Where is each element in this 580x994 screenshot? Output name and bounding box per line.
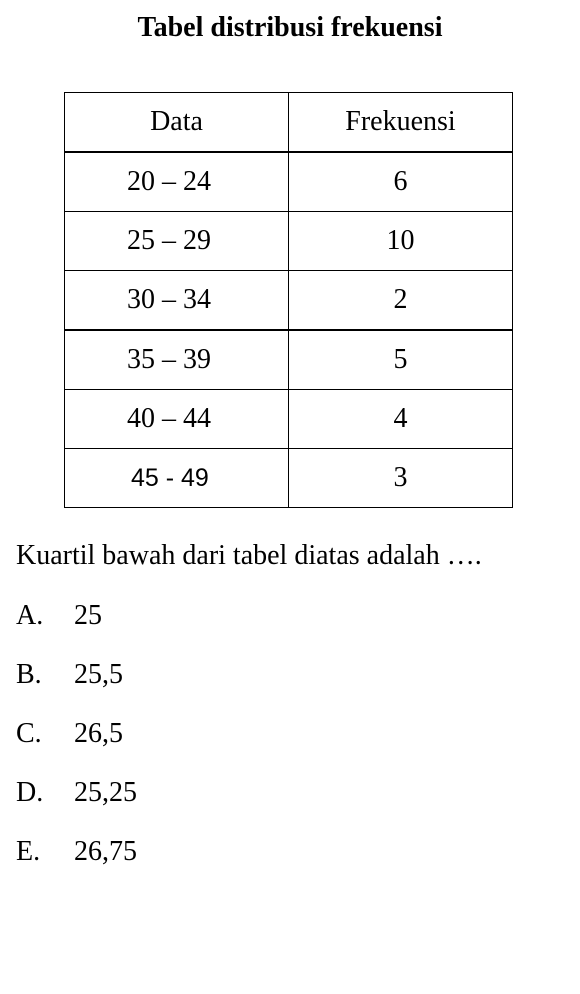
option-letter: D. <box>16 777 44 808</box>
table-row <box>65 212 513 271</box>
option-letter: E. <box>16 836 41 867</box>
table-header-row <box>65 93 513 153</box>
option-letter: B. <box>16 659 42 690</box>
answer-options <box>16 596 137 891</box>
frequency-table <box>64 92 513 508</box>
question-text: Kuartil bawah dari tabel diatas adalah …. <box>16 540 482 571</box>
data-cell: 25 – 29 <box>65 212 289 271</box>
frequency-cell: 2 <box>289 271 513 331</box>
option-value: 25,5 <box>74 659 123 690</box>
data-cell: 20 – 24 <box>65 152 289 212</box>
frequency-cell: 6 <box>289 152 513 212</box>
table-row <box>65 449 513 508</box>
option-value: 26,75 <box>74 836 137 867</box>
option-d[interactable] <box>16 773 137 832</box>
option-c[interactable] <box>16 714 137 773</box>
option-value: 25,25 <box>74 777 137 808</box>
table-row <box>65 330 513 390</box>
data-cell: 40 – 44 <box>65 390 289 449</box>
data-cell: 35 – 39 <box>65 330 289 390</box>
frequency-cell: 4 <box>289 390 513 449</box>
option-value: 26,5 <box>74 718 123 749</box>
table-row <box>65 390 513 449</box>
frequency-cell: 5 <box>289 330 513 390</box>
option-value: 25 <box>74 600 102 631</box>
frequency-cell: 3 <box>289 449 513 508</box>
option-e[interactable] <box>16 832 137 891</box>
data-cell: 30 – 34 <box>65 271 289 331</box>
option-a[interactable] <box>16 596 137 655</box>
column-header-data: Data <box>65 93 289 153</box>
table-row <box>65 271 513 331</box>
option-letter: A. <box>16 600 44 631</box>
page-title: Tabel distribusi frekuensi <box>137 12 443 43</box>
option-letter: C. <box>16 718 42 749</box>
data-cell: 45 - 49 <box>65 449 289 508</box>
column-header-frekuensi: Frekuensi <box>289 93 513 153</box>
option-b[interactable] <box>16 655 137 714</box>
frequency-cell: 10 <box>289 212 513 271</box>
table-row <box>65 152 513 212</box>
